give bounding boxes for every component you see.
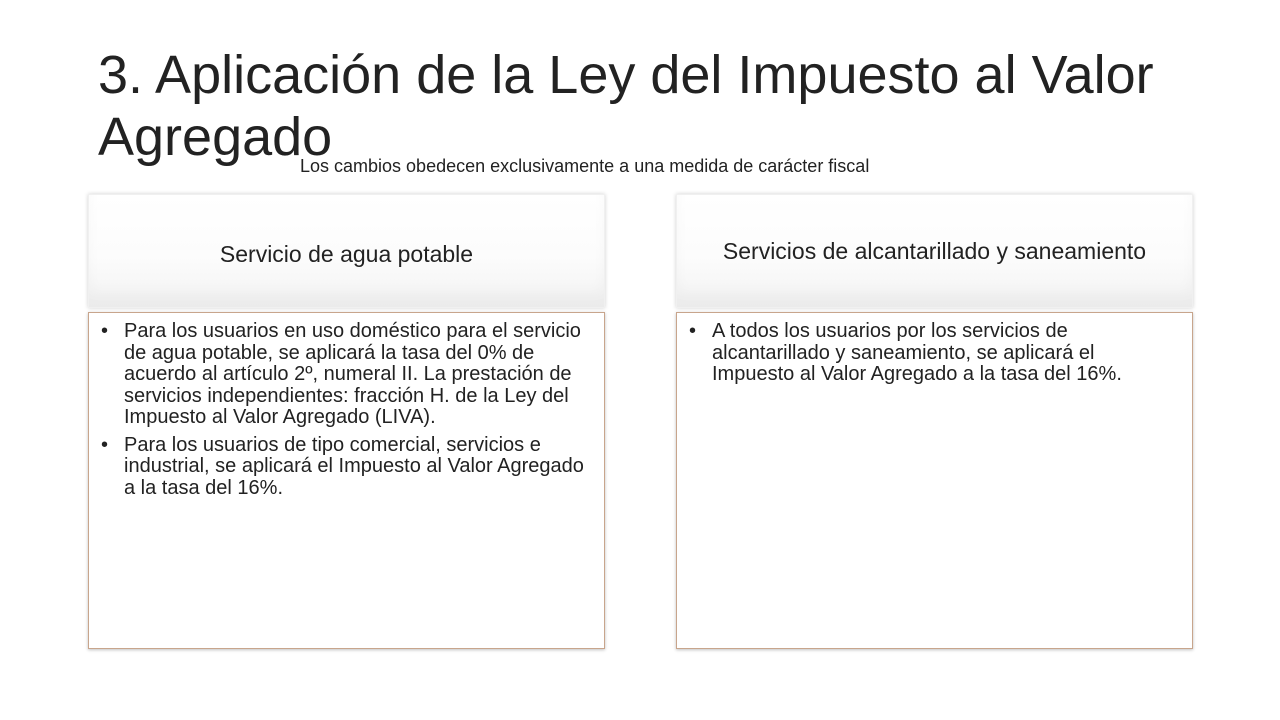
list-item [687,321,1174,386]
bullet-text: Para los usuarios de tipo comercial, servicios e industrial, se aplicará el Impuesto al Valor Agregado a la tasa del 16%. [124,433,584,499]
list-item [99,435,592,500]
slide-title: 3. Aplicación de la Ley del Impuesto al Valor Agregado [98,45,1154,167]
content-box-alcantarillado [676,312,1193,649]
bullet-icon: • [101,433,109,456]
slide-subtitle: Los cambios obedecen exclusivamente a una medida de carácter fiscal [300,156,870,176]
column-header-label: Servicios de alcantarillado y saneamiento [722,238,1147,264]
column-header-alcantarillado [676,194,1193,308]
column-header-agua-potable [88,194,605,308]
list-item [99,321,592,429]
bullet-text: A todos los usuarios por los servicios de alcantarillado y saneamiento, se aplicará el Impuesto al Valor Agregado a la tasa del 16%. [712,320,1122,385]
bullet-icon: • [101,320,109,342]
content-box-agua-potable [88,312,605,649]
bullet-text: Para los usuarios en uso doméstico para el servicio de agua potable, se aplicará la tasa del 0% de acuerdo al artículo 2º, numeral II. La prestación de servicios independientes: fracción H. de la Ley del Impuesto al Valor Agregado (LIVA). [124,320,581,428]
column-header-label: Servicio de agua potable [219,241,474,267]
bullet-icon: • [689,320,697,342]
